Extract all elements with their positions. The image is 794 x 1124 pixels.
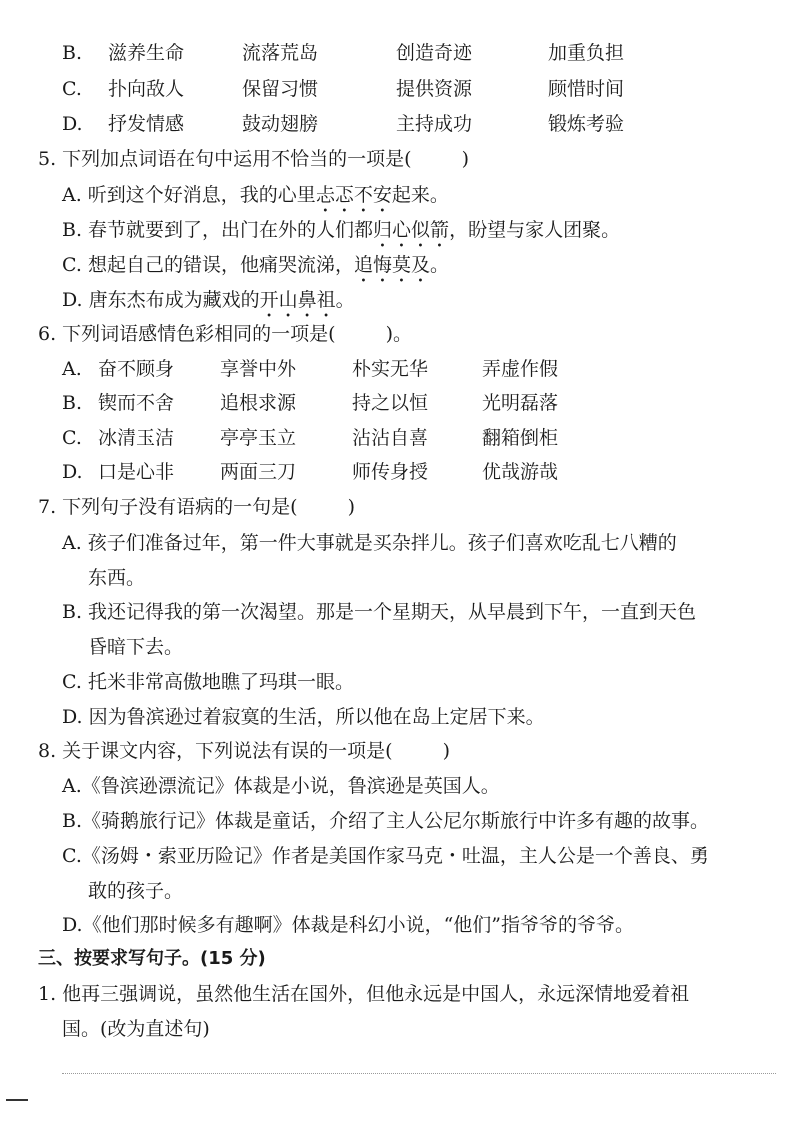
page-corner-mark <box>6 1099 28 1101</box>
q8-option-a: A.《鲁滨逊漂流记》体裁是小说，鲁滨逊是英国人。 <box>62 775 500 797</box>
q5-option-b: B. 春节就要到了，出门在外的人们都归心似箭，盼望与家人团聚。 <box>62 219 621 241</box>
q6-option-c: C. 冰清玉洁 亭亭玉立 沾沾自喜 翻箱倒柜 <box>62 427 559 449</box>
section-3-question-1-line1: 1. 他再三强调说，虽然他生活在国外，但他永远是中国人，永远深情地爱着祖 <box>38 983 690 1005</box>
q7-option-c: C. 托米非常高傲地瞧了玛琪一眼。 <box>62 671 354 693</box>
q6-option-d: D. 口是心非 两面三刀 师传身授 优哉游哉 <box>62 461 559 483</box>
question-6-stem: 6. 下列词语感情色彩相同的一项是( )。 <box>38 323 413 345</box>
q4-option-d: D. 抒发情感 鼓动翅膀 主持成功 锻炼考验 <box>62 113 625 135</box>
q8-option-c-line1: C.《汤姆・索亚历险记》作者是美国作家马克・吐温，主人公是一个善良、勇 <box>62 845 709 867</box>
q8-option-c-line2: 敢的孩子。 <box>88 880 184 902</box>
q5-option-d: D. 唐东杰布成为藏戏的开山鼻祖。 <box>62 289 355 311</box>
q5-option-a: A. 听到这个好消息，我的心里忐忑不安起来。 <box>62 184 449 206</box>
q6-option-b: B. 锲而不舍 追根求源 持之以恒 光明磊落 <box>62 392 559 414</box>
q6-option-a: A. 奋不顾身 享誉中外 朴实无华 弄虚作假 <box>62 358 559 380</box>
q7-option-b-line1: B. 我还记得我的第一次渴望。那是一个星期天，从早晨到下午，一直到天色 <box>62 601 697 623</box>
q4-option-b: B. 滋养生命 流落荒岛 创造奇迹 加重负担 <box>62 42 625 64</box>
section-3-question-1-line2: 国。(改为直述句) <box>62 1018 210 1040</box>
q7-option-a-line2: 东西。 <box>88 567 146 589</box>
q8-option-d: D.《他们那时候多有趣啊》体裁是科幻小说，“他们”指爷爷的爷爷。 <box>62 914 635 936</box>
q4-option-c: C. 扑向敌人 保留习惯 提供资源 顾惜时间 <box>62 78 625 100</box>
q5-option-c: C. 想起自己的错误，他痛哭流涕，追悔莫及。 <box>62 254 449 276</box>
q7-option-a-line1: A. 孩子们准备过年，第一件大事就是买杂拌儿。孩子们喜欢吃乱七八糟的 <box>62 532 677 554</box>
question-7-stem: 7. 下列句子没有语病的一句是( ) <box>38 496 356 518</box>
section-3-title: 三、按要求写句子。(15 分) <box>38 948 266 969</box>
question-8-stem: 8. 关于课文内容，下列说法有误的一项是( ) <box>38 740 451 762</box>
answer-line-divider <box>62 1073 776 1074</box>
q7-option-d: D. 因为鲁滨逊过着寂寞的生活，所以他在岛上定居下来。 <box>62 706 545 728</box>
q7-option-b-line2: 昏暗下去。 <box>88 636 184 658</box>
q8-option-b: B.《骑鹅旅行记》体裁是童话，介绍了主人公尼尔斯旅行中许多有趣的故事。 <box>62 810 710 832</box>
question-5-stem: 5. 下列加点词语在句中运用不恰当的一项是( ) <box>38 148 470 170</box>
